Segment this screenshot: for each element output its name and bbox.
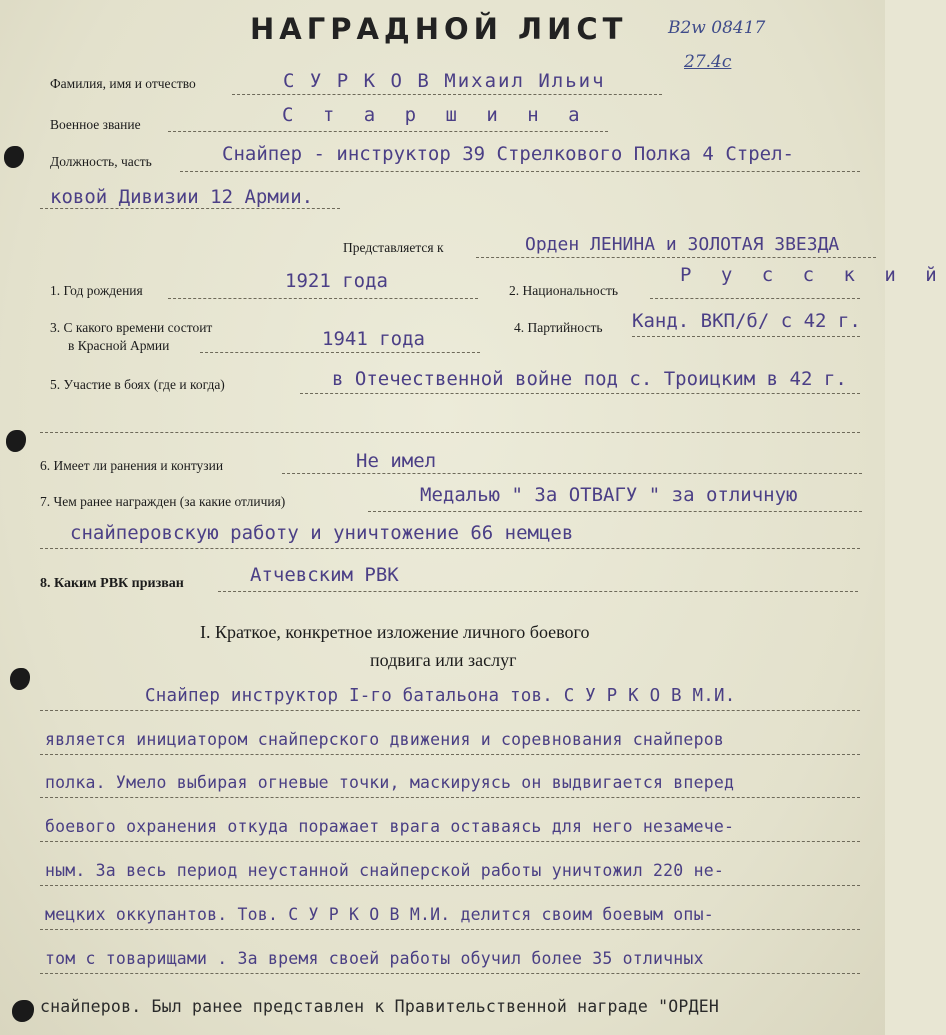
narrative-line: ным. За весь период неустанной снайперской работы уничтожил 220 не-: [45, 861, 724, 880]
party-value: Канд. ВКП/б/ с 42 г.: [632, 310, 861, 332]
draft-underline: [218, 591, 858, 592]
name-underline: [232, 94, 662, 95]
prior-awards-value-1: Медалью " За ОТВАГУ " за отличную: [420, 484, 798, 506]
narrative-line: Снайпер инструктор I-го батальона тов. С У Р К О В М.И.: [145, 686, 736, 706]
section-title-line2: подвига или заслуг: [370, 650, 517, 670]
birth-label: 1. Год рождения: [50, 283, 143, 298]
battles-underline-2: [40, 432, 860, 433]
award-label: Представляется к: [343, 240, 444, 255]
draft-value: Атчевским РВК: [250, 564, 399, 586]
award-underline: [476, 257, 876, 258]
battles-label: 5. Участие в боях (где и когда): [50, 377, 225, 392]
post-underline-2: [40, 208, 340, 209]
nationality-label: 2. Национальность: [509, 283, 619, 298]
battles-value: в Отечественной войне под с. Троицким в 42 г.: [332, 368, 847, 390]
prior-awards-value-2: снайперовскую работу и уничтожение 66 немцев: [70, 522, 574, 544]
section-title-line1: I. Краткое, конкретное изложение личного боевого: [200, 622, 590, 642]
post-underline: [180, 171, 860, 172]
name-label: Фамилия, имя и отчество: [50, 76, 196, 91]
narrative-underline: [40, 841, 860, 842]
narrative-line: мецких оккупантов. Тов. С У Р К О В М.И. делится своим боевым опы-: [45, 905, 714, 924]
party-underline: [632, 336, 860, 337]
narrative-underline: [40, 754, 860, 755]
army-since-underline: [200, 352, 480, 353]
wounds-label: 6. Имеет ли ранения и контузии: [40, 458, 224, 473]
narrative-underline: [40, 710, 860, 711]
battles-underline: [300, 393, 860, 394]
army-since-label-2: в Красной Армии: [68, 338, 170, 353]
rank-label: Военное звание: [50, 117, 141, 132]
wounds-underline: [282, 473, 862, 474]
name-value: С У Р К О В Михаил Ильич: [283, 70, 606, 92]
army-since-label-1: 3. С какого времени состоит: [50, 320, 213, 335]
birth-underline: [168, 298, 478, 299]
nationality-underline: [650, 298, 860, 299]
binder-hole-mark: [12, 1000, 34, 1022]
narrative-line: боевого охранения откуда поражает врага оставаясь для него незамече-: [45, 817, 735, 836]
binder-hole-mark: [4, 146, 24, 168]
narrative-line: снайперов. Был ранее представлен к Правительственной награде "ОРДЕН: [40, 997, 719, 1016]
army-since-value: 1941 года: [322, 328, 425, 350]
award-value: Орден ЛЕНИНА и ЗОЛОТАЯ ЗВЕЗДА: [525, 234, 840, 255]
draft-label: 8. Каким РВК призван: [40, 576, 184, 591]
party-label: 4. Партийность: [514, 320, 603, 335]
narrative-line: является инициатором снайперского движения и соревнования снайперов: [45, 730, 724, 749]
prior-awards-label: 7. Чем ранее награжден (за какие отличия): [40, 494, 286, 509]
wounds-value: Не имел: [356, 450, 437, 472]
nationality-value: Р у с с к и й: [680, 264, 946, 286]
rank-value: С т а р ш и н а: [282, 104, 589, 126]
narrative-underline: [40, 885, 860, 886]
post-value-line1: Снайпер - инструктор 39 Стрелкового Полка 4 Стрел-: [222, 143, 794, 165]
binder-hole-mark: [6, 430, 26, 452]
document-title: НАГРАДНОЙ ЛИСТ: [250, 12, 628, 46]
prior-awards-underline-2: [40, 548, 860, 549]
archive-number: B2w 08417: [668, 18, 766, 38]
post-label: Должность, часть: [50, 154, 152, 169]
binder-hole-mark: [10, 668, 30, 690]
narrative-underline: [40, 797, 860, 798]
rank-underline: [168, 131, 608, 132]
post-value-line2: ковой Дивизии 12 Армии.: [50, 186, 314, 208]
narrative-underline: [40, 929, 860, 930]
narrative-underline: [40, 973, 860, 974]
narrative-line: полка. Умело выбирая огневые точки, маскируясь он выдвигается вперед: [45, 773, 735, 792]
archive-date: 27.4с: [684, 52, 732, 72]
narrative-line: том с товарищами . За время своей работы обучил более 35 отличных: [45, 949, 704, 968]
birth-value: 1921 года: [285, 270, 388, 292]
prior-awards-underline: [368, 511, 862, 512]
